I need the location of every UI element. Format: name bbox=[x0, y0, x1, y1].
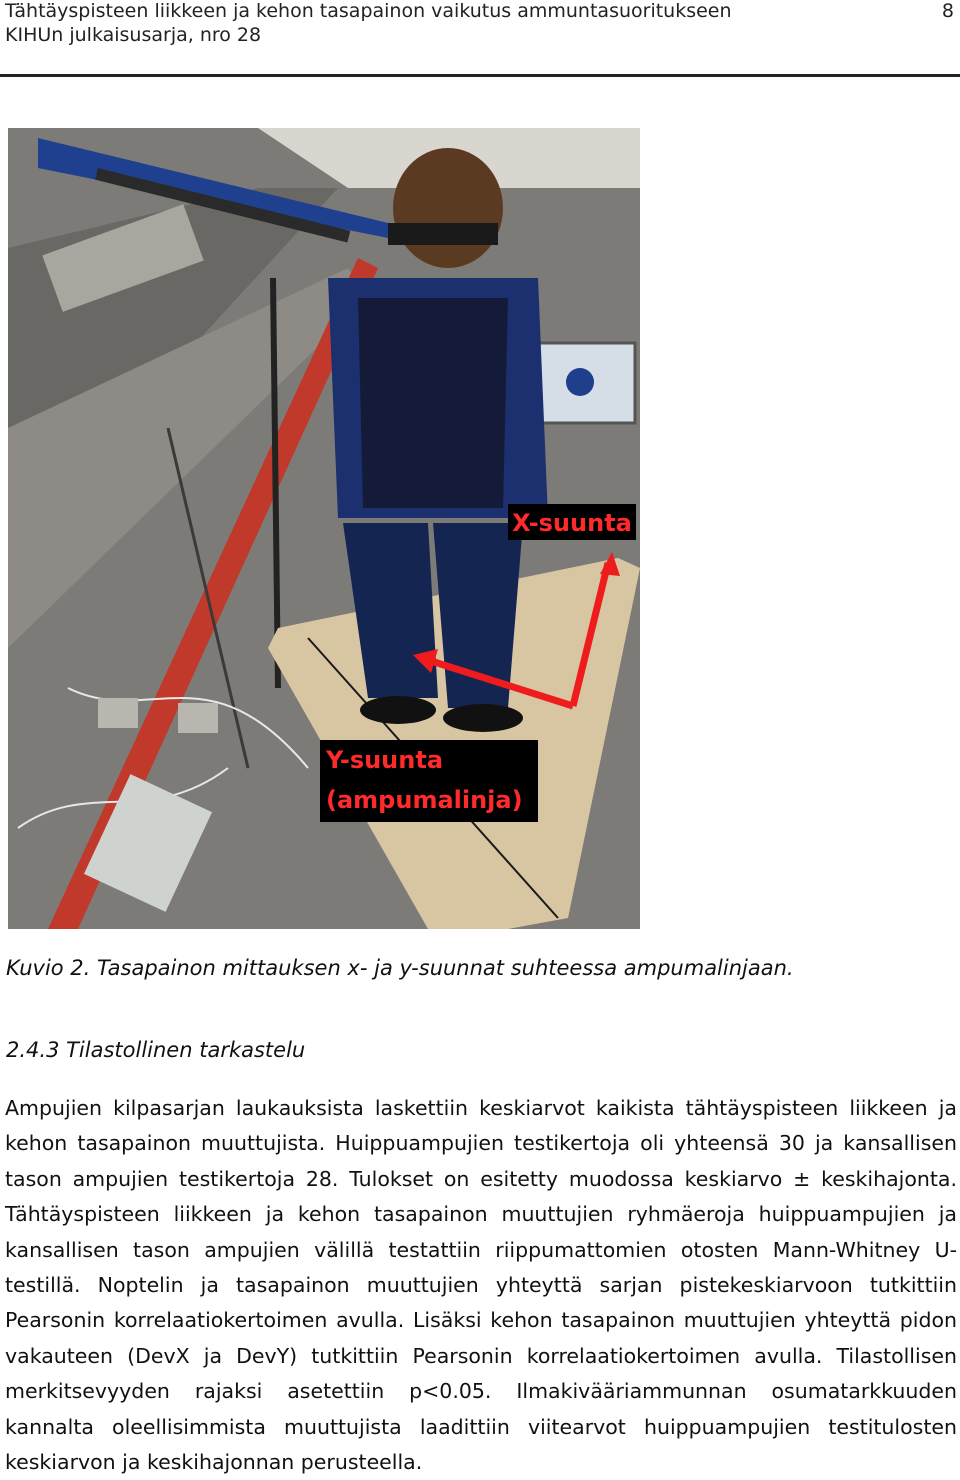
shoe-left bbox=[360, 696, 436, 724]
sensor-box bbox=[178, 703, 218, 733]
running-header-series: KIHUn julkaisusarja, nro 28 bbox=[5, 24, 262, 46]
running-header-title: Tähtäyspisteen liikkeen ja kehon tasapainon vaikutus ammuntasuoritukseen bbox=[5, 0, 732, 22]
sensor-box bbox=[98, 698, 138, 728]
headband bbox=[388, 223, 498, 245]
y-direction-sublabel: (ampumalinja) bbox=[326, 786, 523, 814]
figure-photo bbox=[8, 128, 640, 929]
y-direction-label: Y-suunta bbox=[326, 746, 444, 774]
body-paragraph: Ampujien kilpasarjan laukauksista laskettiin keskiarvot kaikista tähtäyspisteen liikkeen ja kehon tasapainon muuttujista. Huippuampujien testikertoja oli yhteensä 30 ja kansallisen tason ampujien testikertoja 28. Tulokset on esitetty muodossa keskiarvo ± keskihajonta. Tähtäyspisteen liikkeen ja kehon tasapainon muuttujien ryhmäeroja huippuampujien ja kansallisen tason ampujien välillä testattiin riippumattomien otosten Mann-Whitney U-testillä. Noptelin ja tasapainon muuttujien yhteyttä sarjan pistekeskiarvoon tutkittiin Pearsonin korrelaatiokertoimen avulla. Lisäksi kehon tasapainon muuttujien yhteyttä pidon vakauteen (DevX ja DevY) tutkittiin Pearsonin korrelaatiokertoimen avulla. Tilastollisen merkitsevyyden rajaksi asetettiin p<0.05. Ilmakivääriammunnan osumatarkkuuden kannalta oleellisimmista muuttujista laadittiin viitearvot huippuampujien testitulosten keskiarvon ja keskihajonnan perusteella. bbox=[5, 1096, 957, 1475]
section-heading: 2.4.3 Tilastollinen tarkastelu bbox=[6, 1038, 306, 1062]
header-rule bbox=[0, 74, 960, 77]
page-number: 8 bbox=[941, 0, 954, 22]
x-direction-label: X-suunta bbox=[512, 509, 632, 537]
shooter-head bbox=[393, 148, 503, 268]
figure-photo-illustration bbox=[8, 128, 640, 929]
target-icon bbox=[566, 368, 594, 396]
figure-caption: Kuvio 2. Tasapainon mittauksen x- ja y-suunnat suhteessa ampumalinjaan. bbox=[6, 956, 794, 980]
shoe-right bbox=[443, 704, 523, 732]
jacket-back bbox=[358, 298, 508, 508]
shooter-leg-right bbox=[433, 523, 523, 708]
